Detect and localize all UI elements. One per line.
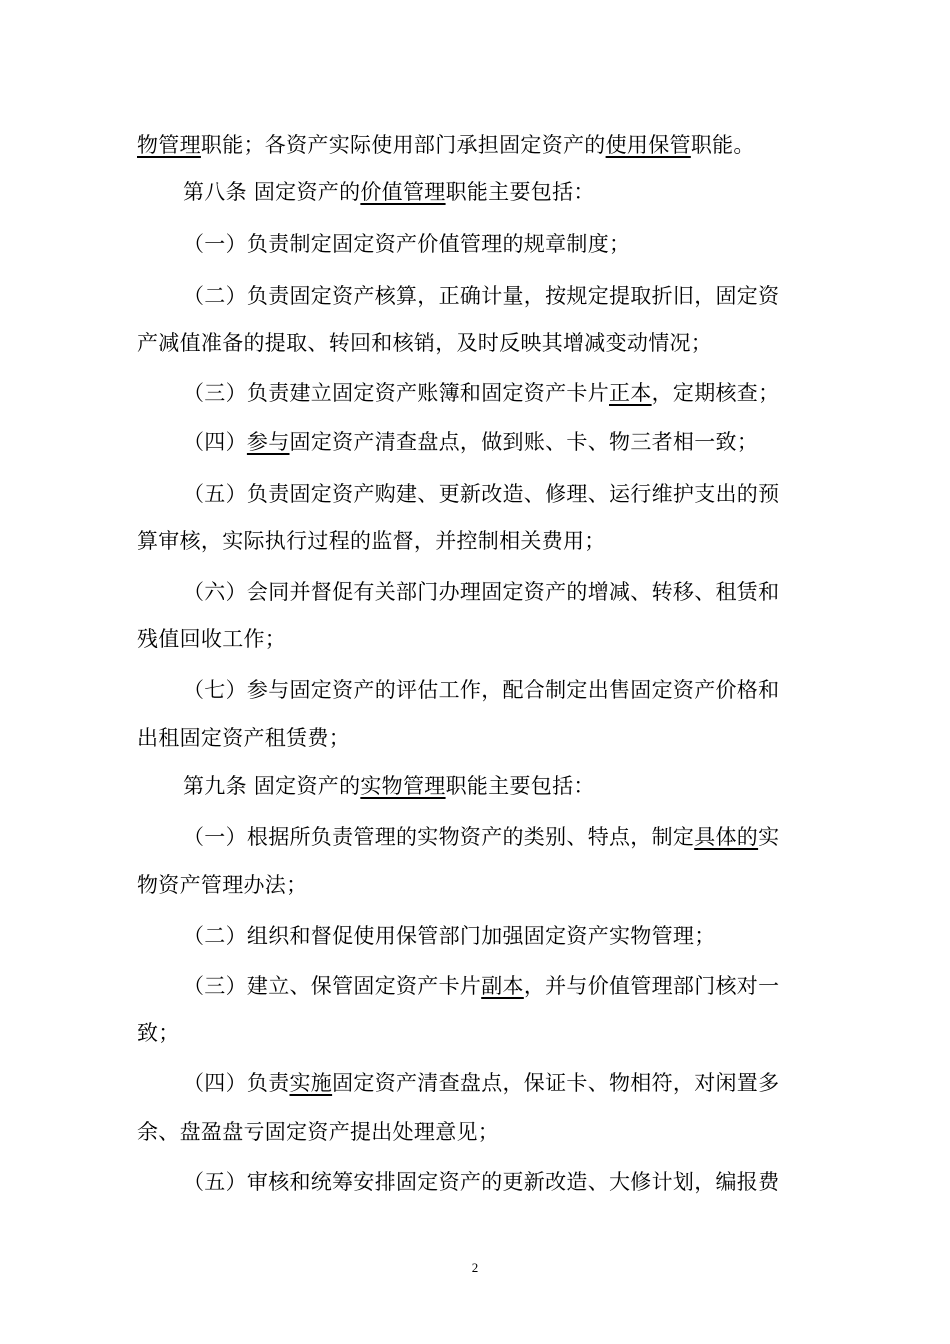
text-segment: （五）负责固定资产购建、更新改造、修理、运行维护支出的预: [183, 482, 780, 506]
page-number: 2: [471, 1260, 479, 1275]
text-segment: 职能主要包括：: [445, 774, 595, 798]
text-segment: 第八条 固定资产的: [183, 180, 361, 204]
text-line-22: [183, 1168, 817, 1196]
text-line-4: [183, 282, 817, 310]
text-line-5: [137, 329, 817, 357]
text-segment: （六）会同并督促有关部门办理固定资产的增减、转移、租赁和: [183, 580, 780, 604]
text-line-14: [183, 772, 817, 800]
text-line-9: [137, 527, 817, 555]
text-segment: 职能。: [690, 133, 755, 157]
text-segment: （一）根据所负责管理的实物资产的类别、特点，制定: [183, 825, 695, 849]
text-line-8: [183, 480, 817, 508]
text-segment: 实: [758, 825, 780, 849]
text-segment: 固定资产清查盘点，做到账、卡、物三者相一致；: [289, 430, 759, 454]
text-line-15: [183, 823, 817, 851]
text-segment: （二）负责固定资产核算，正确计量，按规定提取折旧，固定资: [183, 284, 780, 308]
underlined-term: 使用保管: [605, 133, 691, 157]
text-segment: 算审核，实际执行过程的监督，并控制相关费用；: [137, 529, 606, 553]
underlined-term: 正本: [609, 381, 652, 405]
underlined-term: 具体的: [694, 825, 759, 849]
text-segment: ，定期核查；: [651, 381, 780, 405]
text-segment: （四）: [183, 430, 247, 454]
underlined-term: 实物管理: [360, 774, 446, 798]
underlined-term: 物管理: [137, 133, 201, 157]
text-segment: 职能；各资产实际使用部门承担固定资产的: [200, 133, 606, 157]
text-line-6: [183, 379, 817, 407]
text-line-18: [183, 972, 817, 1000]
text-line-13: [137, 724, 817, 752]
underlined-term: 实施: [289, 1071, 333, 1095]
text-segment: 残值回收工作；: [137, 627, 287, 651]
text-segment: 出租固定资产租赁费；: [137, 726, 350, 750]
text-segment: ，并与价值管理部门核对一: [523, 974, 780, 998]
text-segment: （五）审核和统筹安排固定资产的更新改造、大修计划，编报费: [183, 1170, 780, 1194]
text-segment: （二）组织和督促使用保管部门加强固定资产实物管理；: [183, 924, 716, 948]
text-line-19: [137, 1019, 817, 1047]
text-segment: 固定资产清查盘点，保证卡、物相符，对闲置多: [332, 1071, 780, 1095]
text-segment: 产减值准备的提取、转回和核销，及时反映其增减变动情况；: [137, 331, 713, 355]
text-segment: （七）参与固定资产的评估工作，配合制定出售固定资产价格和: [183, 678, 780, 702]
text-segment: （三）负责建立固定资产账簿和固定资产卡片: [183, 381, 609, 405]
underlined-term: 参与: [246, 430, 290, 454]
underlined-term: 价值管理: [360, 180, 446, 204]
text-segment: 余、盘盈盘亏固定资产提出处理意见；: [137, 1120, 500, 1144]
text-line-7: [183, 428, 817, 456]
text-line-11: [137, 625, 817, 653]
text-segment: （一）负责制定固定资产价值管理的规章制度；: [183, 232, 631, 256]
text-line-16: [137, 871, 817, 899]
underlined-term: 副本: [481, 974, 524, 998]
text-line-12: [183, 676, 817, 704]
text-segment: 致；: [137, 1021, 180, 1045]
text-line-1: [137, 131, 817, 159]
text-segment: 第九条 固定资产的: [183, 774, 361, 798]
text-line-21: [137, 1118, 817, 1146]
text-segment: 物资产管理办法；: [137, 873, 308, 897]
text-segment: （三）建立、保管固定资产卡片: [183, 974, 482, 998]
text-line-2: [183, 178, 817, 206]
text-segment: （四）负责: [183, 1071, 290, 1095]
text-line-10: [183, 578, 817, 606]
text-line-3: [183, 230, 817, 258]
text-segment: 职能主要包括：: [445, 180, 595, 204]
text-line-20: [183, 1069, 817, 1097]
text-line-17: [183, 922, 817, 950]
